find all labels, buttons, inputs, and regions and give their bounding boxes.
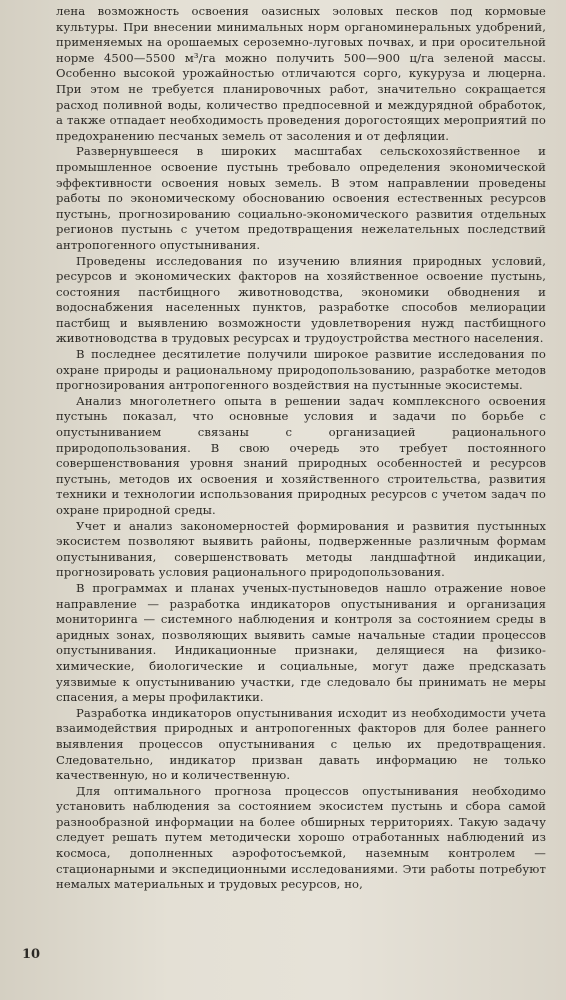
body-text	[56, 4, 546, 893]
paragraph: Развернувшееся в широких масштабах сельскохозяйственное и промышленное освоение пустынь требовало определения экономической эффективности освоения новых земель. В этом направлении проведены работы по экономическому обоснованию освоения естественных ресурсов пустынь, прогнозированию социально-экономического развития отдельных регионов пустынь с учетом предотвращения нежелательных последствий антропогенного опустынивания.	[56, 144, 546, 252]
paragraph: Проведены исследования по изучению влияния природных условий, ресурсов и экономических факторов на хозяйственное освоение пустынь, состояния пастбищного животноводства, экономики обводнения и водоснабжения населенных пунктов, разработке способов мелиорации пастбищ и выявлению возможности удовлетворения нужд пастбищного животноводства в трудовых ресурсах и трудоустройства местного населения.	[56, 253, 546, 346]
paragraph: лена возможность освоения оазисных эоловых песков под кормовые культуры. При внесении минимальных норм органоминеральных удобрений, применяемых на орошаемых сероземно-луговых почвах, и при оросительной норме 4500—5500 м³/га можно получить 500—900 ц/га зеленой массы. Особенно высокой урожайностью отличаются сорго, кукуруза и люцерна. При этом не требуется планировочных работ, значительно сокращается расход поливной воды, количество предпосевной и междурядной обработок, а также отпадает необходимость проведения дорогостоящих мероприятий по предохранению песчаных земель от засоления и от дефляции.	[56, 4, 546, 143]
paragraph: В программах и планах ученых-пустыноведов нашло отражение новое направление — разработка индикаторов опустынивания и организация мониторинга — системного наблюдения и контроля за состоянием среды в аридных зонах, позволяющих выявить самые начальные стадии процессов опустынивания. Индикационные признаки, делящиеся на физико-химические, биологические и социальные, могут даже предсказать уязвимые к опустыниванию участки, где следовало бы принимать не меры спасения, а меры профилактики.	[56, 580, 546, 705]
page-number: 10	[22, 947, 41, 962]
paragraph: Для оптимального прогноза процессов опустынивания необходимо установить наблюдения за состоянием экосистем пустынь и сбора самой разнообразной информации на более обширных территориях. Такую задачу следует решать путем методически хорошо отработанных наблюдений из космоса, дополненных аэрофотосъемкой, наземным контролем — стационарными и экспедиционными исследованиями. Эти работы потребуют немалых материальных и трудовых ресурсов, но,	[56, 783, 546, 892]
paragraph: Учет и анализ закономерностей формирования и развития пустынных экосистем позволяют выявить районы, подверженные различным формам опустынивания, совершенствовать методы ландшафтной индикации, прогнозировать условия рационального природопользования.	[56, 518, 546, 580]
paragraph: Анализ многолетнего опыта в решении задач комплексного освоения пустынь показал, что основные условия и задачи по борьбе с опустыниванием связаны с организацией рационального природопользования. В свою очередь это требует постоянного совершенствования уровня знаний природных особенностей и ресурсов пустынь, методов их освоения и хозяйственного строительства, развития техники и технологии использования природных ресурсов с учетом задач по охране природной среды.	[56, 393, 546, 517]
paragraph: Разработка индикаторов опустынивания исходит из необходимости учета взаимодействия природных и антропогенных факторов для более раннего выявления процессов опустынивания с целью их предотвращения. Следовательно, индикатор призван давать информацию не только качественную, но и количественную.	[56, 705, 546, 783]
paragraph: В последнее десятилетие получили широкое развитие исследования по охране природы и рациональному природопользованию, разработке методов прогнозирования антропогенного воздействия на пустынные экосистемы.	[56, 347, 546, 393]
